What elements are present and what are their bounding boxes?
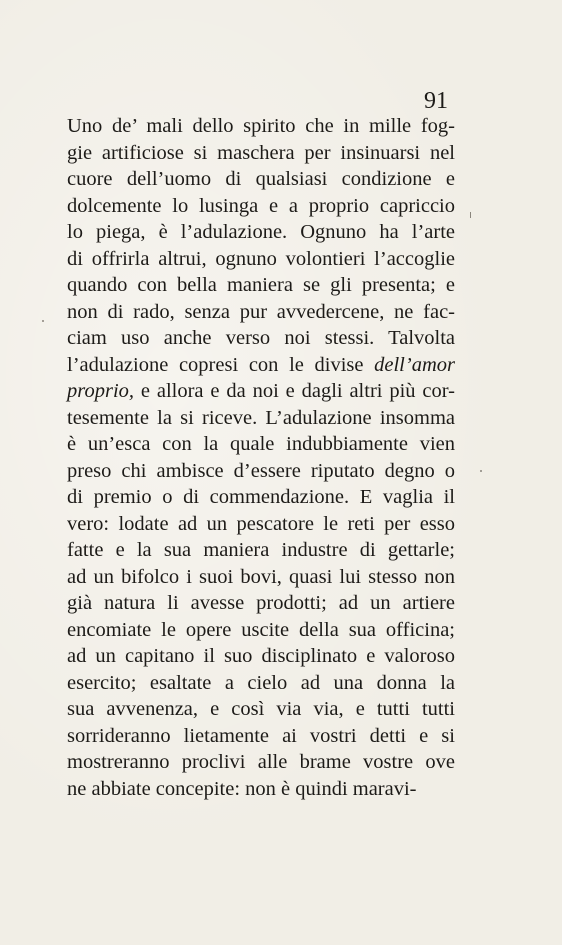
text-line: cuore dell’uomo di qualsiasi condizione e (67, 168, 455, 190)
text-line-with-italic (67, 378, 455, 405)
text-line: encomiate le opere uscite della sua officina; (67, 618, 455, 641)
text-segment: l’adulazione copresi con le divise (67, 353, 375, 376)
text-line: ne abbiate concepite: non è quindi maravi- (67, 777, 417, 800)
paper-speck (42, 320, 44, 322)
text-line: ad un capitano il suo disciplinato e valoroso (67, 645, 455, 667)
text-line: lo piega, è l’adulazione. Ognuno ha l’arte (67, 221, 455, 243)
text-line: sua avvenenza, e così via via, e tutti tutti (67, 698, 455, 720)
paper-speck (480, 470, 482, 472)
text-line: esercito; esaltate a cielo ad una donna la (67, 671, 455, 694)
text-line: sorrideranno lietamente ai vostri detti e si (67, 724, 455, 747)
text-line-with-italic (67, 352, 455, 379)
text-line: quando con bella maniera se gli presenta; e (67, 274, 455, 296)
text-line: non di rado, senza pur avvedercene, ne fac- (67, 300, 455, 323)
text-line: dolcemente lo lusinga e a proprio capriccio (67, 194, 455, 217)
text-line: vero: lodate ad un pescatore le reti per esso (67, 512, 455, 535)
body-text (67, 113, 455, 802)
text-line: di offrirla altrui, ognuno volontieri l’accoglie (67, 247, 455, 270)
text-line: è un’esca con la quale indubbiamente vien (67, 433, 455, 455)
text-line: preso chi ambisce d’essere riputato degno o (67, 459, 455, 482)
text-line: già natura li avesse prodotti; ad un artiere (67, 592, 455, 614)
text-line: Uno de’ mali dello spirito che in mille fog- (67, 115, 455, 137)
italic-phrase: proprio, (67, 380, 135, 402)
italic-phrase: dell’amor (374, 353, 455, 376)
text-line: mostreranno proclivi alle brame vostre ove (67, 751, 455, 773)
text-line: tesemente la si riceve. L’adulazione insomma (67, 406, 455, 429)
text-line: ciam uso anche verso noi stessi. Talvolta (67, 327, 455, 349)
page-number: 91 (424, 88, 448, 114)
text-line: di premio o di commendazione. E vaglia il (67, 486, 455, 508)
text-line: gie artificiose si maschera per insinuarsi nel (67, 141, 455, 164)
paper-speck (470, 212, 471, 218)
text-line: ad un bifolco i suoi bovi, quasi lui stesso non (67, 565, 455, 588)
text-segment: e allora e da noi e dagli altri più cor- (134, 380, 455, 402)
text-line: fatte e la sua maniera industre di gettarle; (67, 539, 455, 561)
